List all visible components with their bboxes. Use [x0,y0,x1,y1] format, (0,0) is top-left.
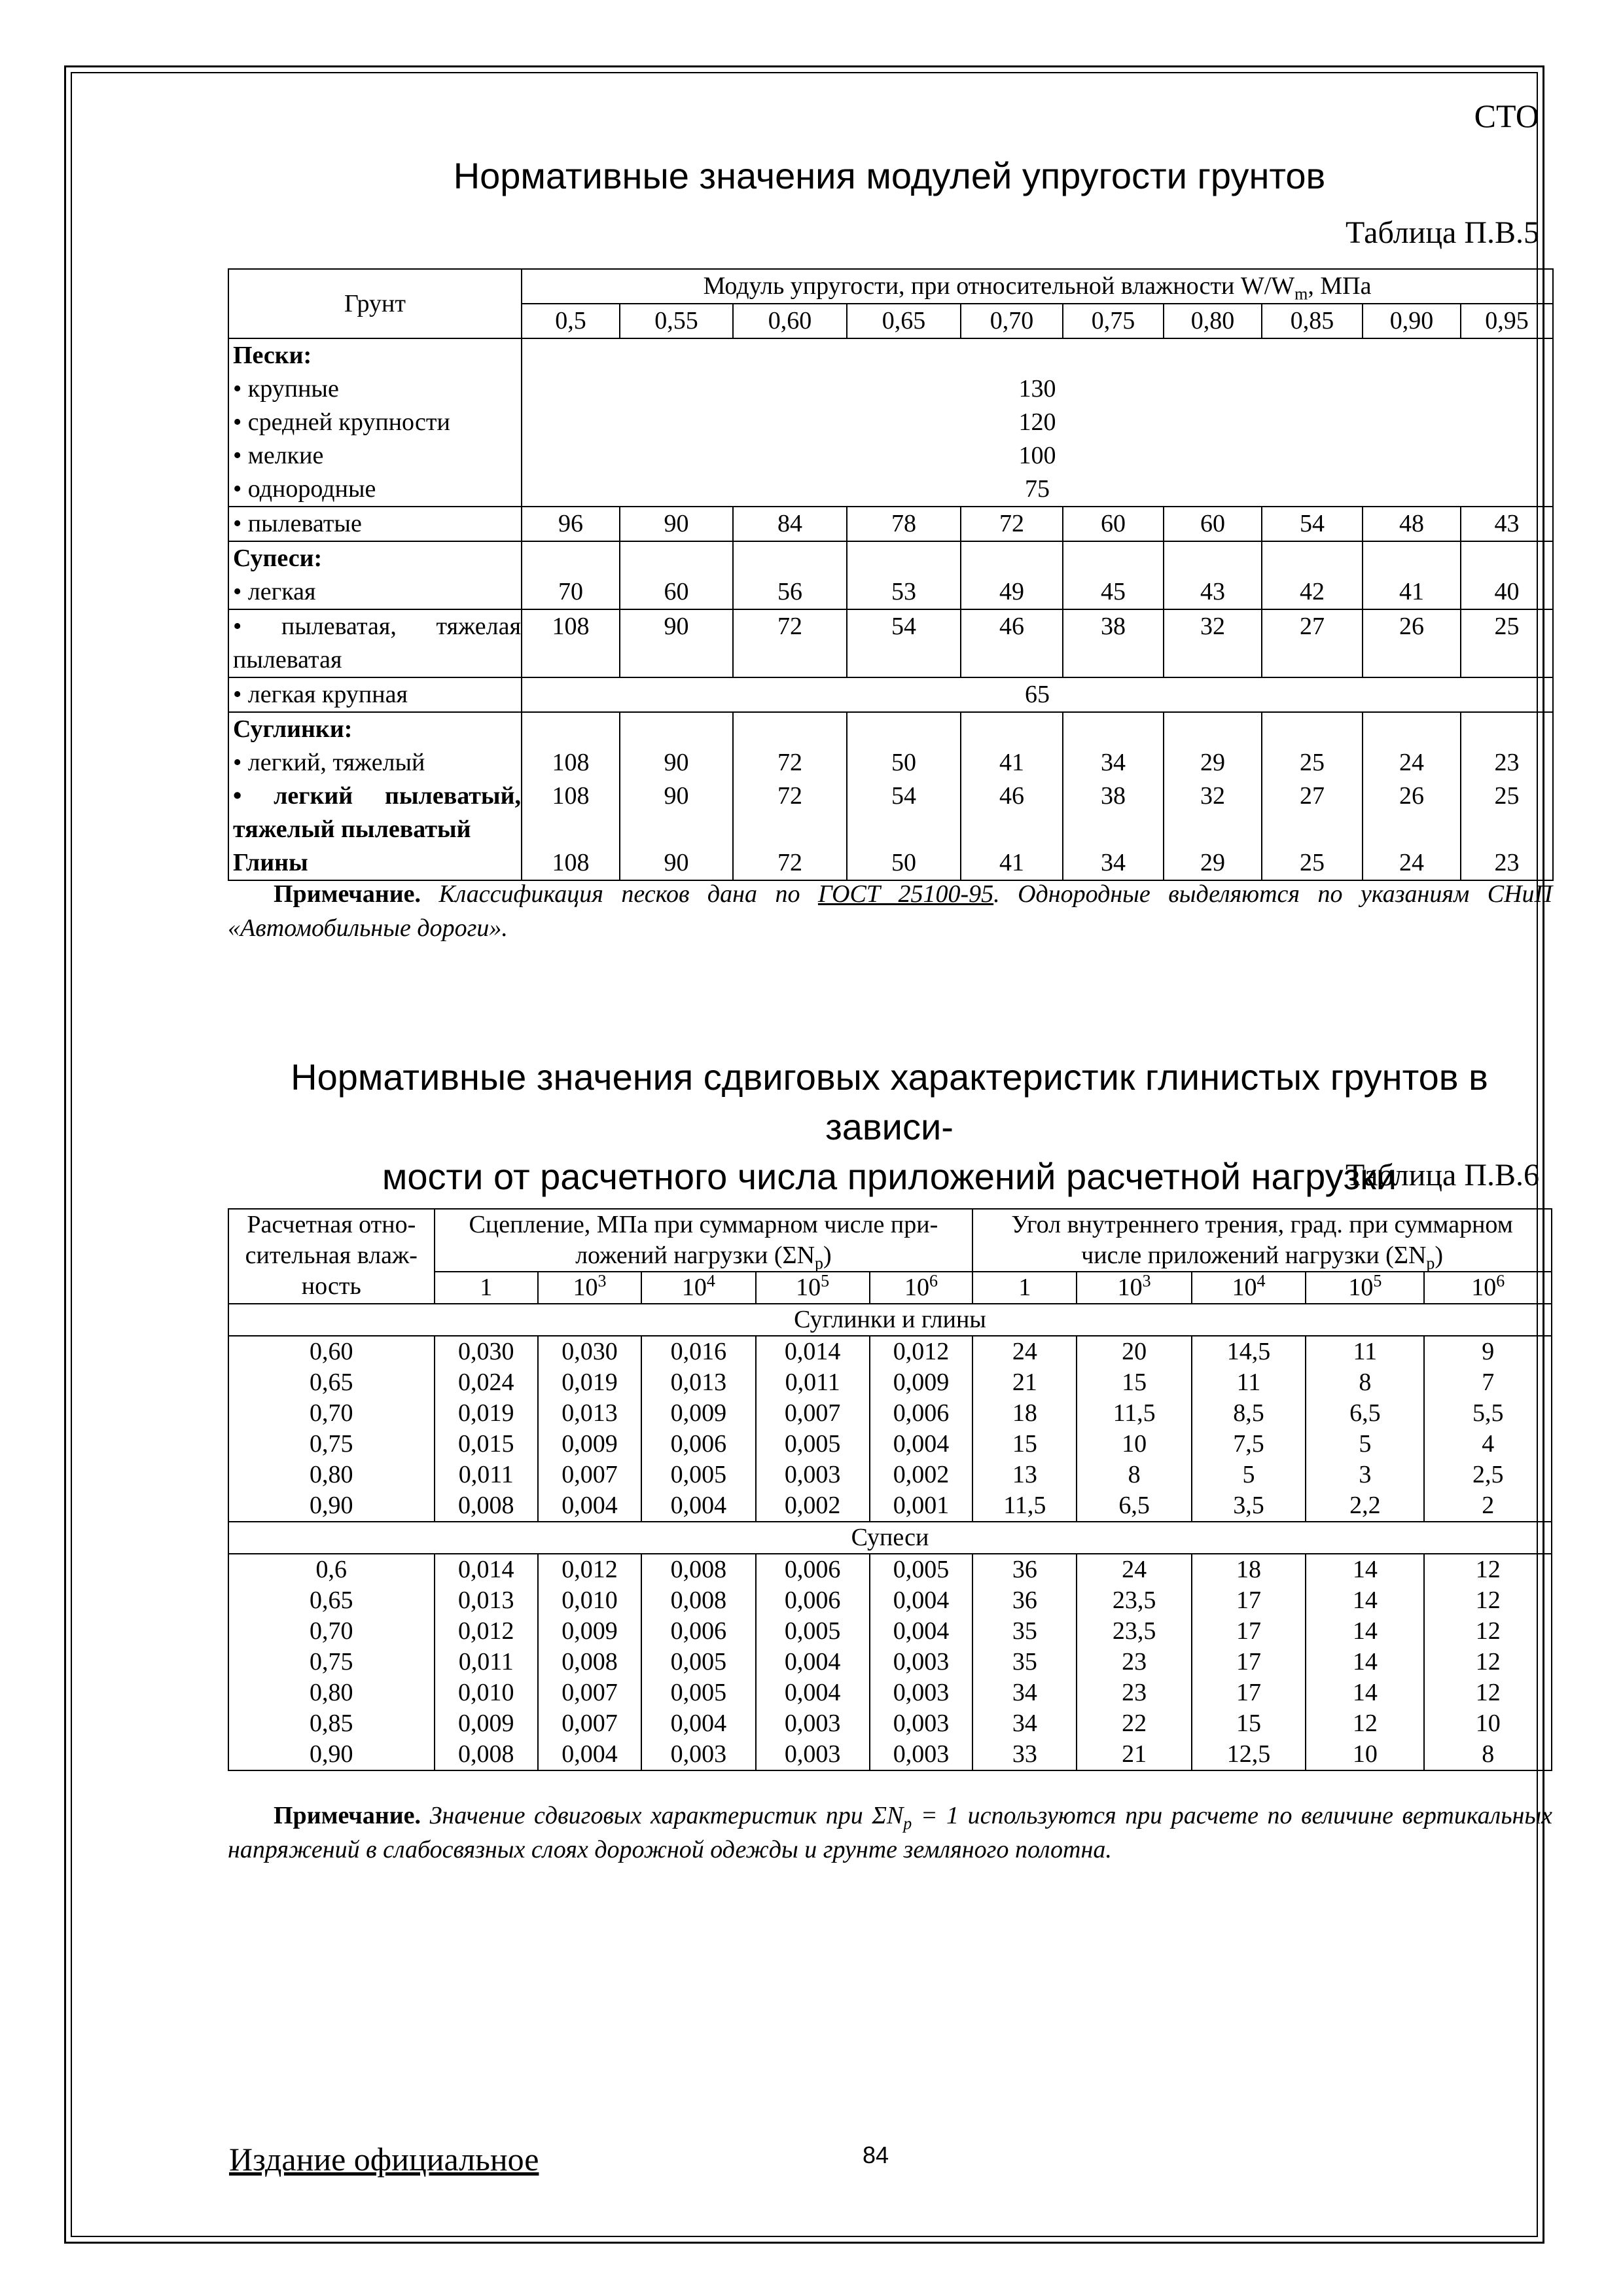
table-value: 0,009 [670,1399,727,1427]
table-1-note: Примечание. Классификация песков дана по ГОСТ 25100-95. Однородные выделяются по указаниям СНиП «Автомобильные дороги». [228,880,1552,942]
shear-characteristics-table [228,1208,1552,1771]
modulus-value: 72 [777,749,802,776]
table-value: 0,008 [457,1492,514,1519]
value-column-cell [435,1336,538,1522]
modulus-value: 24 [1399,849,1424,876]
modulus-value: 54 [891,782,916,810]
loam-values-cell [733,712,847,880]
soil-cell-loams: Суглинки: • легкий, тяжелый • легкий пылеватый, тяжелый пылеватый Глины [228,712,522,880]
modulus-value-cell: 72 [961,507,1063,541]
soil-cell-sandy-loam-coarse: • легкая крупная [228,677,522,712]
value-column-cell [435,1554,538,1770]
table-value: 0,004 [562,1740,618,1768]
table-value: 0,012 [457,1617,514,1645]
modulus-value-cell: 43 [1164,541,1262,609]
table-value: 13 [1012,1461,1037,1488]
moisture-col-header: 0,90 [1363,304,1461,338]
load-count-header: $10^6$ [870,1272,972,1304]
table-value: 0,006 [784,1556,841,1583]
value-column-cell [641,1336,755,1522]
modulus-value: 90 [664,749,689,776]
table-value: 0,008 [670,1587,727,1614]
table-value: 0,016 [670,1338,727,1365]
load-count-header: 1 [972,1272,1077,1304]
table-value: 14,5 [1226,1338,1271,1365]
table-value: 0,004 [670,1492,727,1519]
modulus-value: 29 [1200,849,1225,876]
table-value: 0,003 [893,1740,950,1768]
modulus-value: 38 [1101,782,1126,810]
modulus-value: 26 [1399,782,1424,810]
table-value: 0,030 [562,1338,618,1365]
table-value: 6,5 [1118,1492,1150,1519]
table-value: 17 [1236,1617,1261,1645]
table-value: 11 [1353,1338,1378,1365]
table-value: 0,011 [785,1369,840,1396]
table-value: 23 [1122,1679,1147,1706]
table-value: 36 [1012,1587,1037,1614]
table-value: 34 [1012,1679,1037,1706]
loam-values-cell [961,712,1063,880]
table-value: 12 [1475,1617,1501,1645]
value-column-cell [1424,1554,1552,1770]
moisture-col-header: 0,85 [1262,304,1363,338]
modulus-value-cell: 53 [847,541,961,609]
table-value: 0,019 [562,1369,618,1396]
table-value: 0,006 [893,1399,950,1427]
table-value: 0,030 [457,1338,514,1365]
table-value: 6,5 [1349,1399,1381,1427]
modulus-value-cell: 54 [1262,507,1363,541]
table-value: 0,007 [562,1710,618,1737]
table-value: 14 [1352,1648,1378,1676]
load-count-header: $10^6$ [1424,1272,1552,1304]
load-count-header: $10^4$ [641,1272,755,1304]
table-value: 0,003 [893,1710,950,1737]
value-column-cell [228,1336,435,1522]
modulus-value: 23 [1494,849,1520,876]
table-value: 0,007 [784,1399,841,1427]
modulus-value-cell: 42 [1262,541,1363,609]
modulus-value-cell: 60 [620,541,733,609]
table-value: 0,003 [893,1648,950,1676]
table-value: 0,010 [457,1679,514,1706]
table-value: 0,012 [893,1338,950,1365]
value-column-cell [1192,1554,1306,1770]
table-value: 3,5 [1233,1492,1264,1519]
load-count-header: $10^4$ [1192,1272,1306,1304]
table-value: 0,006 [784,1587,841,1614]
modulus-value-cell: 78 [847,507,961,541]
table-value: 21 [1122,1740,1147,1768]
header-moisture: Расчетная отно- сительная влаж- ность [228,1209,435,1304]
modulus-value: 108 [552,749,590,776]
table-value: 15 [1012,1430,1037,1458]
value-column-cell [1077,1336,1191,1522]
document-code: СТО [1474,98,1539,134]
table-value: 0,013 [562,1399,618,1427]
value-column-cell [756,1336,870,1522]
table-value: 14 [1352,1587,1378,1614]
row-sandy-loam-coarse [228,677,1553,712]
modulus-value-cell: 70 [522,541,620,609]
modulus-value-cell: 90 [620,507,733,541]
modulus-value: 34 [1101,849,1126,876]
table-value: 12 [1475,1679,1501,1706]
value-column-cell [538,1554,641,1770]
table-value: 35 [1012,1648,1037,1676]
table-value: 0,024 [457,1369,514,1396]
value-column-cell [972,1336,1077,1522]
table-value: 24 [1012,1338,1037,1365]
table-value: 8 [1482,1740,1495,1768]
value-column-cell [1077,1554,1191,1770]
table-value: 0,80 [310,1461,353,1488]
table-value: 12 [1475,1587,1501,1614]
table-value: 0,003 [784,1740,841,1768]
table-value: 0,003 [670,1740,727,1768]
table-value: 0,006 [670,1617,727,1645]
table-value: 0,005 [670,1461,727,1488]
page-number: 84 [863,2142,889,2168]
group-sandy-loams: Супеси [228,1522,1552,1554]
moisture-col-header: 0,75 [1063,304,1164,338]
value-column-cell [1424,1336,1552,1522]
table-value: 18 [1012,1399,1037,1427]
soil-cell-sands-silty: • пылеватые [228,507,522,541]
table-value: 0,004 [893,1430,950,1458]
load-count-header: $10^3$ [538,1272,641,1304]
table-value: 33 [1012,1740,1037,1768]
value-column-cell [538,1336,641,1522]
table-value: 10 [1122,1430,1147,1458]
load-count-header: $10^5$ [1306,1272,1424,1304]
modulus-value-cell: 96 [522,507,620,541]
table-value: 0,004 [670,1710,727,1737]
table-value: 10 [1352,1740,1378,1768]
modulus-value-cell: 48 [1363,507,1461,541]
modulus-value: 25 [1494,782,1520,810]
table-1-id: Таблица П.В.5 [1346,215,1539,250]
table-value: 0,005 [670,1648,727,1676]
table-value: 0,002 [784,1492,841,1519]
table-value: 14 [1352,1556,1378,1583]
header-friction: Угол внутреннего трения, град. при суммарном числе приложений нагрузки $(\Sigma N_p)$ [972,1209,1552,1272]
modulus-value-cell: 26 [1363,609,1461,677]
table-value: 0,85 [310,1710,353,1737]
modulus-value-cell: 45 [1063,541,1164,609]
table-1-title: Нормативные значения модулей упругости грунтов [453,155,1326,196]
table-value: 8 [1359,1369,1372,1396]
modulus-value-cell: 46 [961,609,1063,677]
table-value: 0,004 [893,1587,950,1614]
table-value: 22 [1122,1710,1147,1737]
table-value: 8 [1128,1461,1141,1488]
loam-values-cell [1461,712,1553,880]
table-value: 0,70 [310,1617,353,1645]
soil-cell-sandy-loam-light: Супеси: • легкая [228,541,522,609]
modulus-value: 25 [1300,749,1325,776]
table-value: 0,003 [893,1679,950,1706]
modulus-value-cell: 60 [1164,507,1262,541]
table-value: 0,009 [457,1710,514,1737]
table-value: 0,80 [310,1679,353,1706]
table-value: 0,002 [893,1461,950,1488]
gost-link[interactable]: ГОСТ 25100-95 [817,880,994,908]
table-value: 0,60 [310,1338,353,1365]
table-value: 0,90 [310,1740,353,1768]
table-value: 14 [1352,1617,1378,1645]
table-value: 0,010 [562,1587,618,1614]
table-value: 12 [1352,1710,1378,1737]
table-value: 15 [1236,1710,1261,1737]
table-value: 0,008 [562,1648,618,1676]
table-value: 2 [1482,1492,1495,1519]
table-value: 12,5 [1226,1740,1271,1768]
modulus-value-cell: 108 [522,609,620,677]
table-value: 11,5 [1003,1492,1046,1519]
table-value: 11,5 [1113,1399,1156,1427]
modulus-value: 41 [999,849,1024,876]
modulus-value-cell: 72 [733,609,847,677]
sands-merged-values: 130 120 100 75 [522,338,1553,507]
header-soil: Грунт [228,269,522,338]
modulus-value: 24 [1399,749,1424,776]
table-value: 0,019 [457,1399,514,1427]
table-value: 0,015 [457,1430,514,1458]
modulus-value: 25 [1300,849,1325,876]
loam-values-cell [1063,712,1164,880]
table-value: 0,012 [562,1556,618,1583]
table-value: 0,009 [562,1617,618,1645]
table-value: 0,007 [562,1679,618,1706]
table-value: 0,009 [562,1430,618,1458]
modulus-value: 72 [777,782,802,810]
value-column-cell [972,1554,1077,1770]
modulus-value-cell: 40 [1461,541,1553,609]
table-value: 24 [1122,1556,1147,1583]
load-count-header: 1 [435,1272,538,1304]
modulus-value: 108 [552,849,590,876]
group-2-rows [228,1554,1552,1770]
table-value: 0,65 [310,1369,353,1396]
modulus-value-cell: 60 [1063,507,1164,541]
table-value: 0,014 [784,1338,841,1365]
table-value: 21 [1012,1369,1037,1396]
table-value: 23 [1122,1648,1147,1676]
table-value: 7,5 [1233,1430,1264,1458]
value-column-cell [1306,1554,1424,1770]
modulus-value: 108 [552,782,590,810]
table-value: 0,014 [457,1556,514,1583]
header-cohesion: Сцепление, МПа при суммарном числе при- ложений нагрузки $(\Sigma N_p)$ [435,1209,973,1272]
table-value: 0,013 [670,1369,727,1396]
moisture-col-header: 0,60 [733,304,847,338]
modulus-value: 46 [999,782,1024,810]
table-value: 8,5 [1233,1399,1264,1427]
modulus-value: 27 [1300,782,1325,810]
table-value: 18 [1236,1556,1261,1583]
modulus-value: 72 [777,849,802,876]
loam-values-cell [620,712,733,880]
loam-values-cell [1262,712,1363,880]
table-value: 0,65 [310,1587,353,1614]
row-loams [228,712,1553,880]
table-value: 15 [1122,1369,1147,1396]
moisture-col-header: 0,55 [620,304,733,338]
table-value: 9 [1482,1338,1495,1365]
modulus-value: 50 [891,749,916,776]
loam-values-cell [1164,712,1262,880]
table-value: 0,006 [670,1430,727,1458]
soil-cell-sands: Пески: • крупные • средней крупности • мелкие • однородные [228,338,522,507]
table-value: 11 [1236,1369,1261,1396]
table-value: 0,003 [784,1461,841,1488]
modulus-value: 29 [1200,749,1225,776]
table-value: 35 [1012,1617,1037,1645]
table-value: 0,013 [457,1587,514,1614]
row-sandy-loam-light [228,541,1553,609]
table-value: 0,004 [893,1617,950,1645]
table-value: 0,005 [893,1556,950,1583]
table-2-title: Нормативные значения сдвиговых характеристик глинистых грунтов в зависи- мости от расчетного числа приложений расчетной нагрузки [291,1056,1488,1197]
loam-values-cell [522,712,620,880]
table-value: 0,90 [310,1492,353,1519]
table-2-note: Примечание. Значение сдвиговых характеристик при $\Sigma N_p = 1$ используются при расчете по величине вертикальных напряжений в слабосвязных слоях дорожной одежды и грунте земляного полотна. [228,1802,1552,1863]
table-value: 20 [1122,1338,1147,1365]
table-value: 23,5 [1112,1587,1156,1614]
value-column-cell [641,1554,755,1770]
table-value: 0,005 [784,1617,841,1645]
group-loams-clays: Суглинки и глины [228,1304,1552,1336]
table-value: 0,003 [784,1710,841,1737]
table-value: 5 [1242,1461,1255,1488]
table-value: 3 [1359,1461,1372,1488]
modulus-value-cell: 56 [733,541,847,609]
table-value: 4 [1482,1430,1495,1458]
row-sandy-loam-silty [228,609,1553,677]
modulus-value-cell: 41 [1363,541,1461,609]
table-value: 0,75 [310,1648,353,1676]
table-value: 0,001 [893,1492,950,1519]
table-value: 0,6 [315,1556,348,1583]
modulus-value: 90 [664,782,689,810]
table-value: 0,75 [310,1430,353,1458]
table-value: 17 [1236,1587,1261,1614]
table-value: 0,004 [784,1648,841,1676]
official-edition-label: Издание официальное [229,2141,539,2178]
table-value: 0,008 [670,1556,727,1583]
value-column-cell [1192,1336,1306,1522]
table-value: 2,2 [1349,1492,1381,1519]
load-count-header: $10^3$ [1077,1272,1191,1304]
modulus-value: 32 [1200,782,1225,810]
table-value: 34 [1012,1710,1037,1737]
modulus-value-cell: 32 [1164,609,1262,677]
table-value: 17 [1236,1679,1261,1706]
moisture-col-header: 0,80 [1164,304,1262,338]
modulus-value-cell: 43 [1461,507,1553,541]
modulus-value: 23 [1494,749,1520,776]
moisture-col-header: 0,70 [961,304,1063,338]
table-value: 5,5 [1472,1399,1504,1427]
table-value: 17 [1236,1648,1261,1676]
table-value: 10 [1475,1710,1501,1737]
table-value: 0,007 [562,1461,618,1488]
table-value: 0,004 [784,1679,841,1706]
value-column-cell [870,1336,972,1522]
modulus-value: 50 [891,849,916,876]
group-1-rows [228,1336,1552,1522]
table-value: 0,008 [457,1740,514,1768]
moisture-col-header: 0,65 [847,304,961,338]
table-value: 5 [1359,1430,1372,1458]
table-value: 0,70 [310,1399,353,1427]
elastic-modulus-table [228,268,1554,881]
table-value: 2,5 [1472,1461,1504,1488]
modulus-value-cell: 25 [1461,609,1553,677]
moisture-col-header: 0,95 [1461,304,1553,338]
modulus-value-cell: 49 [961,541,1063,609]
value-column-cell [1306,1336,1424,1522]
modulus-value-cell: 38 [1063,609,1164,677]
modulus-value-cell: 27 [1262,609,1363,677]
table-value: 0,005 [670,1679,727,1706]
table-value: 0,011 [458,1648,514,1676]
modulus-value: 34 [1101,749,1126,776]
loam-values-cell [847,712,961,880]
table-value: 14 [1352,1679,1378,1706]
table-value: 0,004 [562,1492,618,1519]
header-modulus-group: Модуль упругости, при относительной влажности $W/W_m$, МПа [522,269,1553,304]
soil-cell-sandy-loam-silty: • пылеватая, тяжелая пылеватая [228,609,522,677]
row-sands [228,338,1553,507]
table-value: 0,011 [458,1461,514,1488]
value-column-cell [756,1554,870,1770]
table-value: 12 [1475,1556,1501,1583]
table-2-id: Таблица П.В.6 [1346,1158,1539,1193]
moisture-col-header: 0,5 [522,304,620,338]
modulus-value-cell: 84 [733,507,847,541]
modulus-value: 90 [664,849,689,876]
loam-values-cell [1363,712,1461,880]
table-value: 0,009 [893,1369,950,1396]
table-value: 36 [1012,1556,1037,1583]
table-value: 7 [1482,1369,1495,1396]
table-value: 23,5 [1112,1617,1156,1645]
sandy-loam-coarse-value: 65 [522,677,1553,712]
row-sands-silty [228,507,1553,541]
value-column-cell [228,1554,435,1770]
value-column-cell [870,1554,972,1770]
table-value: 12 [1475,1648,1501,1676]
modulus-value: 41 [999,749,1024,776]
table-value: 0,005 [784,1430,841,1458]
modulus-value-cell: 90 [620,609,733,677]
load-count-header: $10^5$ [756,1272,870,1304]
modulus-value-cell: 54 [847,609,961,677]
